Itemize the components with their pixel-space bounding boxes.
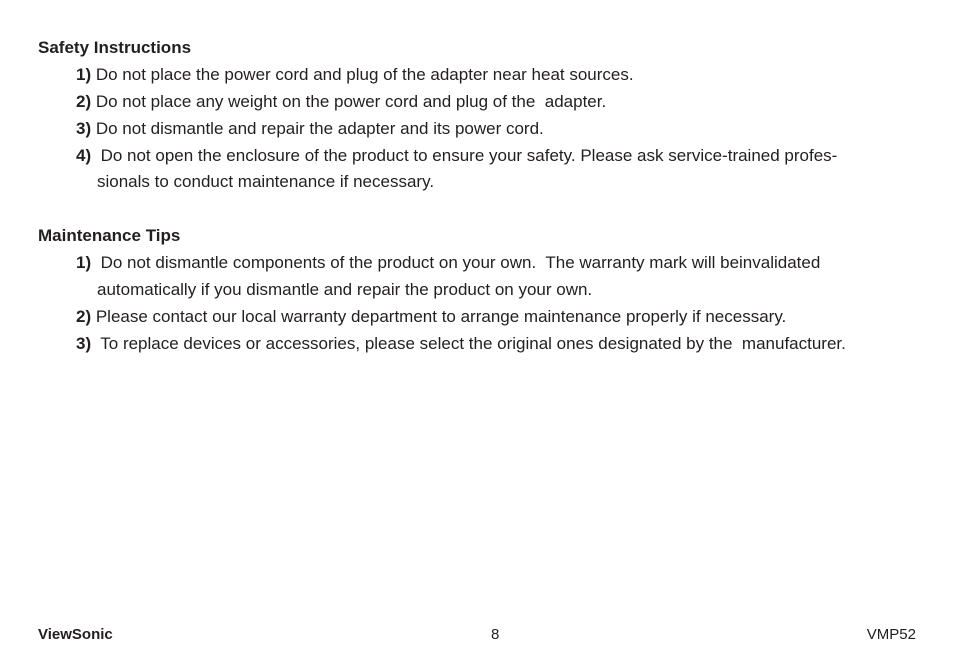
item-text: Do not open the enclosure of the product to ensure your safety. Please ask service-trained profes- [91, 146, 838, 165]
item-number: 2) [76, 307, 92, 326]
safety-item-1 [76, 65, 634, 85]
maintenance-item-2 [76, 307, 786, 327]
item-text: To replace devices or accessories, please select the original ones designated by the manufacturer. [91, 334, 846, 353]
item-text: Do not place any weight on the power cord and plug of the adapter. [91, 92, 607, 111]
safety-item-3 [76, 119, 544, 139]
item-number: 1) [76, 253, 92, 272]
item-text: Please contact our local warranty department to arrange maintenance properly if necessary. [91, 307, 787, 326]
item-text: Do not dismantle components of the product on your own. The warranty mark will beinvalidated [91, 253, 821, 272]
maintenance-item-1-continuation: automatically if you dismantle and repair the product on your own. [97, 280, 593, 299]
footer-brand: ViewSonic [38, 626, 113, 643]
maintenance-heading: Maintenance Tips [38, 226, 181, 245]
safety-item-4 [76, 146, 837, 166]
safety-item-2 [76, 92, 606, 112]
item-text: Do not place the power cord and plug of the adapter near heat sources. [91, 65, 634, 84]
safety-item-4-continuation: sionals to conduct maintenance if necessary. [97, 172, 435, 191]
footer-page-number: 8 [491, 626, 500, 643]
maintenance-item-1 [76, 253, 820, 273]
footer-model: VMP52 [866, 626, 916, 643]
safety-heading: Safety Instructions [38, 38, 192, 57]
maintenance-item-3 [76, 334, 846, 354]
item-number: 4) [76, 146, 92, 165]
item-number: 3) [76, 334, 92, 353]
item-number: 3) [76, 119, 92, 138]
item-number: 1) [76, 65, 92, 84]
item-text: Do not dismantle and repair the adapter and its power cord. [91, 119, 544, 138]
item-number: 2) [76, 92, 92, 111]
